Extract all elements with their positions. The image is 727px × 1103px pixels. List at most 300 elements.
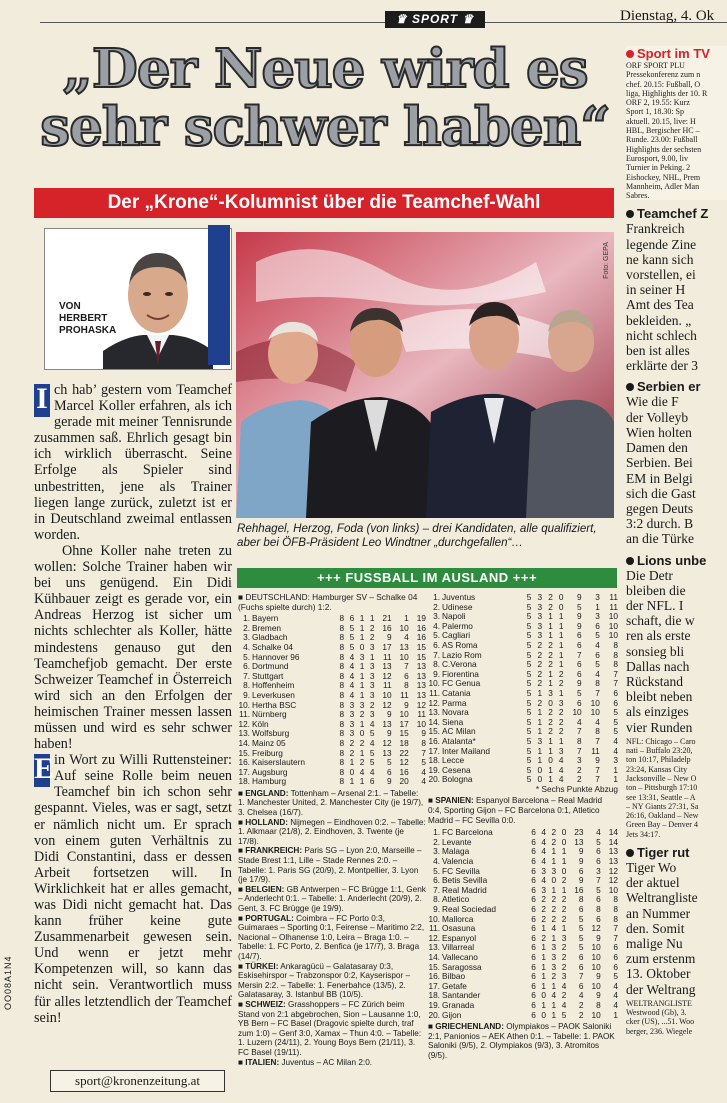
table-stat: 1 bbox=[537, 707, 543, 718]
serbien-line: der Volleyb bbox=[626, 409, 689, 425]
country-name: ■ HOLLAND: bbox=[238, 817, 288, 827]
table-stat: 6 bbox=[578, 865, 584, 876]
table-stat: 8 bbox=[595, 678, 600, 689]
tv-line: liga, Highlights der 10. R bbox=[626, 88, 708, 98]
ranking-line: cker (US), ...51. Woo bbox=[626, 1017, 695, 1027]
table-stat: 0 bbox=[359, 641, 365, 652]
bullet-icon bbox=[626, 383, 634, 391]
spain-table-row bbox=[428, 1011, 618, 1021]
table-stat: 2 bbox=[548, 601, 553, 612]
table-stat: 2 bbox=[537, 649, 543, 660]
table-stat: 11 bbox=[417, 709, 426, 720]
table-position: 5. bbox=[433, 630, 440, 641]
table-stat: 12 bbox=[608, 875, 618, 886]
teamchef-title bbox=[626, 206, 727, 221]
table-position: 9. bbox=[433, 904, 440, 914]
team-name: Parma bbox=[442, 697, 467, 708]
table-stat: 5 bbox=[526, 668, 532, 679]
table-stat: 16 bbox=[382, 622, 392, 633]
table-stat: 2 bbox=[561, 951, 567, 962]
table-stat: 9 bbox=[577, 611, 582, 622]
team-name: Juventus bbox=[442, 592, 476, 602]
team-name: Siena bbox=[442, 716, 464, 727]
table-stat: 2 bbox=[551, 827, 557, 838]
table-stat: 10 bbox=[590, 707, 600, 718]
table-stat: 3 bbox=[596, 865, 601, 876]
team-name: Real Madrid bbox=[442, 884, 487, 895]
table-stat: 2 bbox=[369, 632, 375, 643]
table-stat: 1 bbox=[359, 632, 365, 643]
table-stat: 2 bbox=[359, 737, 365, 748]
table-position: 3. bbox=[433, 611, 440, 622]
team-name: Bologna bbox=[442, 774, 473, 785]
table-stat: 3 bbox=[537, 592, 543, 602]
table-stat: 5 bbox=[561, 1009, 567, 1020]
table-stat: 5 bbox=[526, 726, 532, 737]
table-stat: 0 bbox=[561, 827, 567, 838]
table-stat: 17 bbox=[399, 718, 409, 729]
table-stat: 11 bbox=[383, 680, 392, 691]
table-stat: 1 bbox=[541, 999, 547, 1010]
table-stat: 1 bbox=[548, 764, 553, 775]
headline bbox=[30, 40, 620, 156]
table-stat: 4 bbox=[595, 639, 600, 650]
table-stat: 1 bbox=[541, 942, 547, 953]
table-position: 11. bbox=[429, 923, 440, 934]
table-stat: 4 bbox=[613, 999, 618, 1010]
table-stat: 6 bbox=[577, 639, 582, 650]
table-stat: 6 bbox=[387, 766, 392, 777]
table-stat: 6 bbox=[577, 697, 582, 708]
lions-line: bleiben die bbox=[626, 582, 686, 598]
tv-line: ORF 2, 19.55: Kurz bbox=[626, 98, 690, 108]
table-stat: 2 bbox=[558, 707, 564, 718]
table-stat: 13 bbox=[416, 689, 426, 700]
country-result-note bbox=[238, 789, 426, 818]
table-stat: 2 bbox=[561, 961, 567, 972]
country-result-note bbox=[238, 1000, 426, 1058]
team-name: Vallecano bbox=[442, 951, 478, 962]
table-position: 10. bbox=[428, 678, 440, 689]
table-stat: 3 bbox=[551, 942, 557, 953]
table-stat: 10 bbox=[590, 697, 600, 708]
team-name: Freiburg bbox=[252, 747, 283, 758]
ranking-line: Westwood (Gb), 3. bbox=[626, 1008, 687, 1018]
table-stat: 10 bbox=[591, 951, 601, 962]
table-position: 1. bbox=[243, 613, 250, 624]
team-name: Santander bbox=[442, 990, 481, 1001]
table-stat: 12 bbox=[591, 923, 601, 934]
table-stat: 3 bbox=[349, 728, 355, 739]
table-stat: 1 bbox=[359, 689, 365, 700]
lions-line: vier Runden bbox=[626, 719, 693, 735]
table-position: 7. bbox=[433, 884, 440, 895]
table-stat: 1 bbox=[558, 639, 564, 650]
table-stat: 3 bbox=[369, 661, 375, 672]
table-stat: 3 bbox=[548, 687, 553, 698]
table-stat: 1 bbox=[548, 678, 553, 689]
table-position: 16. bbox=[238, 757, 250, 768]
team-name: Bremen bbox=[252, 622, 282, 633]
table-stat: 1 bbox=[359, 680, 365, 691]
table-stat: 2 bbox=[541, 932, 547, 943]
table-stat: 15 bbox=[399, 728, 409, 739]
table-stat: 13 bbox=[382, 661, 392, 672]
table-stat: 6 bbox=[404, 670, 409, 681]
photo-caption: Rehhagel, Herzog, Foda (von links) – drei Kandidaten, alle qualifiziert, aber bei ÖFB-Präsident Leo Windtner „durchgefallen“… bbox=[237, 522, 597, 549]
table-stat: 5 bbox=[595, 630, 600, 641]
table-stat: 1 bbox=[551, 999, 557, 1010]
table-stat: 1 bbox=[558, 620, 564, 631]
table-position: 17. bbox=[238, 766, 250, 777]
table-stat: 13 bbox=[416, 680, 426, 691]
germany-table-row bbox=[238, 777, 426, 787]
table-stat: 10 bbox=[382, 689, 392, 700]
team-name: Stuttgart bbox=[252, 670, 284, 681]
tv-listing bbox=[626, 61, 727, 200]
table-stat: 1 bbox=[349, 757, 355, 768]
table-stat: 7 bbox=[578, 971, 584, 982]
tv-line: Turnier in Peking. 2 bbox=[626, 163, 691, 173]
right-news-column bbox=[626, 40, 727, 1103]
table-stat: 4 bbox=[613, 990, 618, 1001]
table-stat: 5 bbox=[526, 707, 532, 718]
table-stat: 3 bbox=[537, 620, 543, 631]
table-stat: 4 bbox=[578, 990, 584, 1001]
table-stat: 3 bbox=[537, 735, 543, 746]
team-name: Hoffenheim bbox=[252, 680, 295, 691]
teamchef-line: ben ist alles bbox=[626, 343, 690, 359]
country-name: ■ ITALIEN: bbox=[238, 1057, 280, 1067]
spain-note-key: SPANIEN: bbox=[435, 796, 474, 806]
table-stat: 8 bbox=[596, 999, 601, 1010]
germany-lead: ■ DEUTSCHLAND: Hamburger SV – Schalke 04 (Fuchs spielte durch) 1:2. bbox=[238, 592, 418, 612]
table-stat: 4 bbox=[349, 661, 355, 672]
country-result-note bbox=[238, 1058, 426, 1068]
article-paragraph-1-text: ch hab’ gestern vom Teamchef Marcel Koller erfahren, als ich gerade mit meiner Tennisrunde zusammen saß. Ehrlich gesagt bin ich wirklich überrascht. Seine Erfolge als Spieler sind unbestritten, jene als Trainer liegen lange zurück, zuletzt ist er in Deutschland zweimal entlassen worden. bbox=[34, 382, 232, 543]
table-stat: 5 bbox=[526, 764, 532, 775]
team-name: Betis Sevilla bbox=[442, 875, 488, 886]
teamchef-line: erklärte der 3 bbox=[626, 358, 698, 374]
table-position: 16. bbox=[428, 971, 440, 982]
table-stat: 13 bbox=[608, 856, 618, 867]
team-name: Palermo bbox=[442, 620, 473, 631]
table-position: 6. bbox=[433, 639, 440, 650]
tv-line: aktuell. 20.15, live: H bbox=[626, 116, 696, 126]
table-position: 17. bbox=[428, 980, 440, 991]
author-byline bbox=[59, 301, 116, 337]
table-stat: 1 bbox=[551, 1009, 557, 1020]
team-name: Mallorca bbox=[442, 913, 474, 924]
country-name: ■ FRANKREICH: bbox=[238, 846, 303, 856]
tiger-line: der aktuel bbox=[626, 875, 680, 891]
table-stat: 1 bbox=[548, 774, 553, 785]
table-position: 20. bbox=[428, 1009, 440, 1020]
team-name: Saragossa bbox=[442, 961, 482, 972]
dropcap-e: E bbox=[34, 752, 55, 786]
dropcap-i: I bbox=[34, 384, 50, 417]
table-stat: 10 bbox=[591, 1009, 601, 1020]
table-stat: 10 bbox=[399, 622, 409, 633]
table-stat: 4 bbox=[577, 716, 582, 727]
table-stat: 0 bbox=[548, 755, 553, 766]
table-position: 12. bbox=[428, 697, 440, 708]
team-name: Fiorentina bbox=[442, 668, 479, 679]
serbien-line: an die Türke bbox=[626, 531, 694, 547]
table-stat: 2 bbox=[541, 904, 547, 914]
table-position: 3. bbox=[433, 846, 440, 857]
nfl-line: see 13:31, Seattle – A bbox=[626, 792, 696, 802]
table-stat: 1 bbox=[359, 613, 365, 624]
table-stat: 9 bbox=[596, 990, 601, 1001]
country-result-text: Paris SG – Lyon 2:0, Marseille – Stade Brest 1:1, Lille – Stade Rennes 2:0. – Tabelle: 1. Paris SG (20/9), 2. Montpellier, 3. Lyon (je 17/9). bbox=[238, 846, 422, 885]
page-header bbox=[0, 0, 727, 28]
table-stat: 9 bbox=[577, 592, 582, 602]
table-stat: 1 bbox=[548, 668, 553, 679]
team-name: Dortmund bbox=[252, 661, 289, 672]
author-email[interactable]: sport@kronenzeitung.at bbox=[50, 1070, 225, 1092]
table-stat: 8 bbox=[339, 709, 345, 720]
table-stat: 9 bbox=[596, 971, 601, 982]
team-name: Bilbao bbox=[442, 971, 466, 982]
tv-line: Highlights der sechsten bbox=[626, 144, 702, 154]
table-stat: 2 bbox=[551, 971, 557, 982]
table-stat: 6 bbox=[596, 913, 601, 924]
table-stat: 9 bbox=[578, 875, 584, 886]
table-stat: 6 bbox=[613, 951, 618, 962]
table-stat: 4 bbox=[349, 651, 355, 662]
table-stat: 13 bbox=[399, 641, 409, 652]
table-stat: 5 bbox=[578, 923, 584, 934]
team-name: Napoli bbox=[442, 611, 466, 622]
table-stat: 9 bbox=[596, 932, 601, 943]
table-stat: 11 bbox=[609, 601, 618, 612]
table-stat: 7 bbox=[613, 678, 618, 689]
left-results-notes bbox=[238, 789, 426, 1067]
team-name: Udinese bbox=[442, 601, 473, 612]
serbien-line: Wien holten bbox=[626, 424, 692, 440]
table-position: 2. bbox=[433, 836, 440, 847]
table-stat: 7 bbox=[577, 726, 582, 737]
table-stat: 5 bbox=[526, 592, 532, 602]
table-stat: 9 bbox=[387, 728, 392, 739]
table-stat: 5 bbox=[613, 716, 618, 727]
table-stat: 10 bbox=[399, 651, 409, 662]
table-stat: 6 bbox=[613, 697, 618, 708]
table-stat: 18 bbox=[399, 737, 409, 748]
table-stat: 5 bbox=[596, 884, 601, 895]
table-stat: 6 bbox=[531, 884, 536, 895]
table-stat: 2 bbox=[558, 726, 564, 737]
table-stat: 2 bbox=[551, 913, 557, 924]
table-stat: 1 bbox=[537, 687, 543, 698]
author-first-name: HERBERT bbox=[59, 313, 108, 324]
country-result-text: Tottenham – Arsenal 2:1. – Tabelle: 1. Manchester United, 2. Manchester City (je 19/7), 3. Chelsea (16/7). bbox=[238, 788, 424, 818]
nfl-line: ton 10:17, Philadelp bbox=[626, 755, 691, 765]
bullet-icon bbox=[626, 210, 634, 218]
table-stat: 1 bbox=[613, 774, 618, 785]
table-stat: 16 bbox=[399, 766, 409, 777]
table-position: 12. bbox=[428, 932, 440, 943]
team-name: Novara bbox=[442, 707, 469, 718]
table-stat: 6 bbox=[596, 846, 601, 857]
team-name: C.Verona bbox=[442, 659, 477, 670]
table-stat: 3 bbox=[551, 951, 557, 962]
table-stat: 6 bbox=[595, 649, 600, 660]
table-stat: 6 bbox=[577, 668, 582, 679]
nfl-line: Jacksonville – New O bbox=[626, 773, 697, 783]
table-stat: 5 bbox=[526, 601, 532, 612]
country-name: ■ ENGLAND: bbox=[238, 788, 289, 798]
table-stat: 2 bbox=[537, 668, 543, 679]
greece-note-key: GRIECHENLAND: bbox=[435, 1022, 504, 1032]
table-stat: 2 bbox=[548, 649, 553, 660]
table-position: 8. bbox=[433, 659, 440, 670]
table-stat: 4 bbox=[369, 737, 375, 748]
table-position: 19. bbox=[428, 999, 440, 1010]
table-position: 2. bbox=[243, 622, 250, 633]
table-stat: 3 bbox=[613, 755, 618, 766]
table-stat: 4 bbox=[421, 776, 426, 787]
table-position: 8. bbox=[433, 894, 440, 905]
table-stat: 6 bbox=[531, 875, 536, 886]
table-stat: 4 bbox=[595, 668, 600, 679]
table-stat: 2 bbox=[551, 894, 557, 905]
world-ranking bbox=[626, 999, 727, 1036]
table-stat: 1 bbox=[561, 856, 567, 867]
table-position: 7. bbox=[243, 670, 250, 681]
tv-line: Runde. 23.00: Fußball bbox=[626, 135, 698, 145]
table-stat: 6 bbox=[531, 971, 536, 982]
table-stat: 2 bbox=[537, 697, 543, 708]
table-stat: 4 bbox=[561, 980, 567, 991]
dateline: Dienstag, 4. Ok bbox=[620, 8, 715, 24]
table-stat: 8 bbox=[339, 632, 345, 643]
table-stat: 1 bbox=[359, 670, 365, 681]
table-stat: 2 bbox=[561, 875, 567, 886]
table-stat: 1 bbox=[404, 613, 409, 624]
team-name: Mainz 05 bbox=[252, 737, 286, 748]
team-name: Hannover 96 bbox=[252, 651, 300, 662]
table-stat: 11 bbox=[400, 689, 409, 700]
table-stat: 3 bbox=[369, 641, 375, 652]
table-stat: 5 bbox=[526, 620, 532, 631]
table-stat: 9 bbox=[387, 709, 392, 720]
table-stat: 4 bbox=[595, 716, 600, 727]
table-stat: 0 bbox=[561, 865, 567, 876]
table-stat: 7 bbox=[596, 875, 601, 886]
table-stat: 4 bbox=[421, 766, 426, 777]
table-position: 10. bbox=[428, 913, 440, 924]
table-stat: 13 bbox=[416, 661, 426, 672]
nfl-line: nati – Buffalo 23:20, bbox=[626, 746, 693, 756]
football-abroad-header: +++ FUSSBALL IM AUSLAND +++ bbox=[237, 568, 617, 588]
spain-note-text: Espanyol Barcelona – Real Madrid 0:4, Sporting Gijon – FC Barcelona 0:1, Atletico Madrid – FC Sevilla 0:0. bbox=[428, 796, 603, 825]
table-stat: 1 bbox=[548, 630, 553, 641]
teamchef-line: vorstellen, ei bbox=[626, 267, 696, 283]
table-stat: 6 bbox=[531, 980, 536, 991]
country-result-note bbox=[238, 818, 426, 847]
team-name: FC Barcelona bbox=[442, 827, 493, 838]
table-stat: 5 bbox=[577, 687, 582, 698]
table-stat: 1 bbox=[541, 961, 547, 972]
table-stat: 5 bbox=[613, 971, 618, 982]
table-stat: 6 bbox=[578, 961, 584, 972]
table-stat: 8 bbox=[339, 680, 345, 691]
table-stat: 9 bbox=[577, 620, 582, 631]
table-stat: 5 bbox=[578, 913, 584, 924]
nfl-line: – NY Giants 27:31, Sa bbox=[626, 801, 699, 811]
table-position: 4. bbox=[243, 641, 250, 652]
table-stat: 3 bbox=[561, 932, 567, 943]
tiger-title-text: Tiger rut bbox=[637, 845, 690, 861]
article-paragraph-2: Ohne Koller nahe treten zu wollen: Solche Trainer haben wir bei uns genügend. Ein Didi Kühbauer zeigt es gerade vor, ein Andreas Herzog ist sicher um nichts schlechter als Koller, hätte mindestens genauso gut den Teamchefjob gemacht. Der erste Schweizer Teamchef in Österreich wird sich an den Erfolgen der heimischen Trainer messen lassen müssen und wird es sehr schwer haben! bbox=[34, 542, 232, 753]
table-stat: 4 bbox=[541, 875, 547, 886]
table-stat: 6 bbox=[531, 951, 536, 962]
table-stat: 3 bbox=[577, 755, 582, 766]
table-stat: 9 bbox=[578, 856, 584, 867]
tiger-line: 13. Oktober bbox=[626, 966, 691, 982]
table-stat: 8 bbox=[339, 641, 345, 652]
table-stat: 1 bbox=[558, 687, 564, 698]
table-stat: 0 bbox=[541, 1009, 547, 1020]
table-stat: 5 bbox=[421, 757, 426, 768]
table-stat: 1 bbox=[558, 735, 564, 746]
table-stat: 16 bbox=[416, 632, 426, 643]
table-stat: 4 bbox=[558, 774, 564, 785]
serbien-title-text: Serbien er bbox=[637, 379, 701, 395]
team-name: Catania bbox=[442, 687, 471, 698]
table-stat: 2 bbox=[537, 678, 543, 689]
table-stat: 2 bbox=[558, 716, 564, 727]
table-stat: 15 bbox=[416, 651, 426, 662]
team-name: FC Genua bbox=[442, 678, 481, 689]
team-name: Malaga bbox=[442, 846, 470, 857]
table-stat: 10 bbox=[608, 630, 618, 641]
section-label: SPORT bbox=[411, 12, 459, 26]
table-stat: 1 bbox=[551, 884, 557, 895]
article-body bbox=[34, 382, 232, 1026]
team-name: Cagliari bbox=[442, 630, 471, 641]
table-stat: 11 bbox=[383, 651, 392, 662]
table-stat: 2 bbox=[548, 659, 553, 670]
table-stat: 6 bbox=[531, 1009, 536, 1020]
table-stat: 12 bbox=[399, 757, 409, 768]
tv-line: chef. 20.15: Fußball, O bbox=[626, 79, 701, 89]
table-stat: 2 bbox=[558, 668, 564, 679]
tv-line: Sport 1, 18.30: Sp bbox=[626, 107, 685, 117]
nfl-line: ton – Pittsburgh 17:10 bbox=[626, 783, 698, 793]
table-stat: 1 bbox=[537, 726, 543, 737]
table-stat: 1 bbox=[558, 630, 564, 641]
table-stat: 6 bbox=[531, 913, 536, 924]
table-position: 10. bbox=[238, 699, 250, 710]
team-name: AC Milan bbox=[442, 726, 476, 737]
table-stat: 2 bbox=[537, 639, 543, 650]
table-stat: 6 bbox=[613, 942, 618, 953]
table-stat: 2 bbox=[561, 913, 567, 924]
table-stat: 8 bbox=[339, 728, 345, 739]
section-tag: ♛ SPORT ♛ bbox=[385, 11, 485, 28]
teamchef-line: bekleiden. „ bbox=[626, 312, 692, 328]
table-stat: 5 bbox=[526, 755, 532, 766]
table-position: 15. bbox=[428, 726, 440, 737]
team-name: Kaiserslautern bbox=[252, 757, 306, 768]
table-position: 6. bbox=[433, 875, 440, 886]
italy-footnote: * Sechs Punkte Abzug bbox=[535, 783, 618, 794]
table-stat: 7 bbox=[595, 687, 600, 698]
table-stat: 8 bbox=[404, 680, 409, 691]
